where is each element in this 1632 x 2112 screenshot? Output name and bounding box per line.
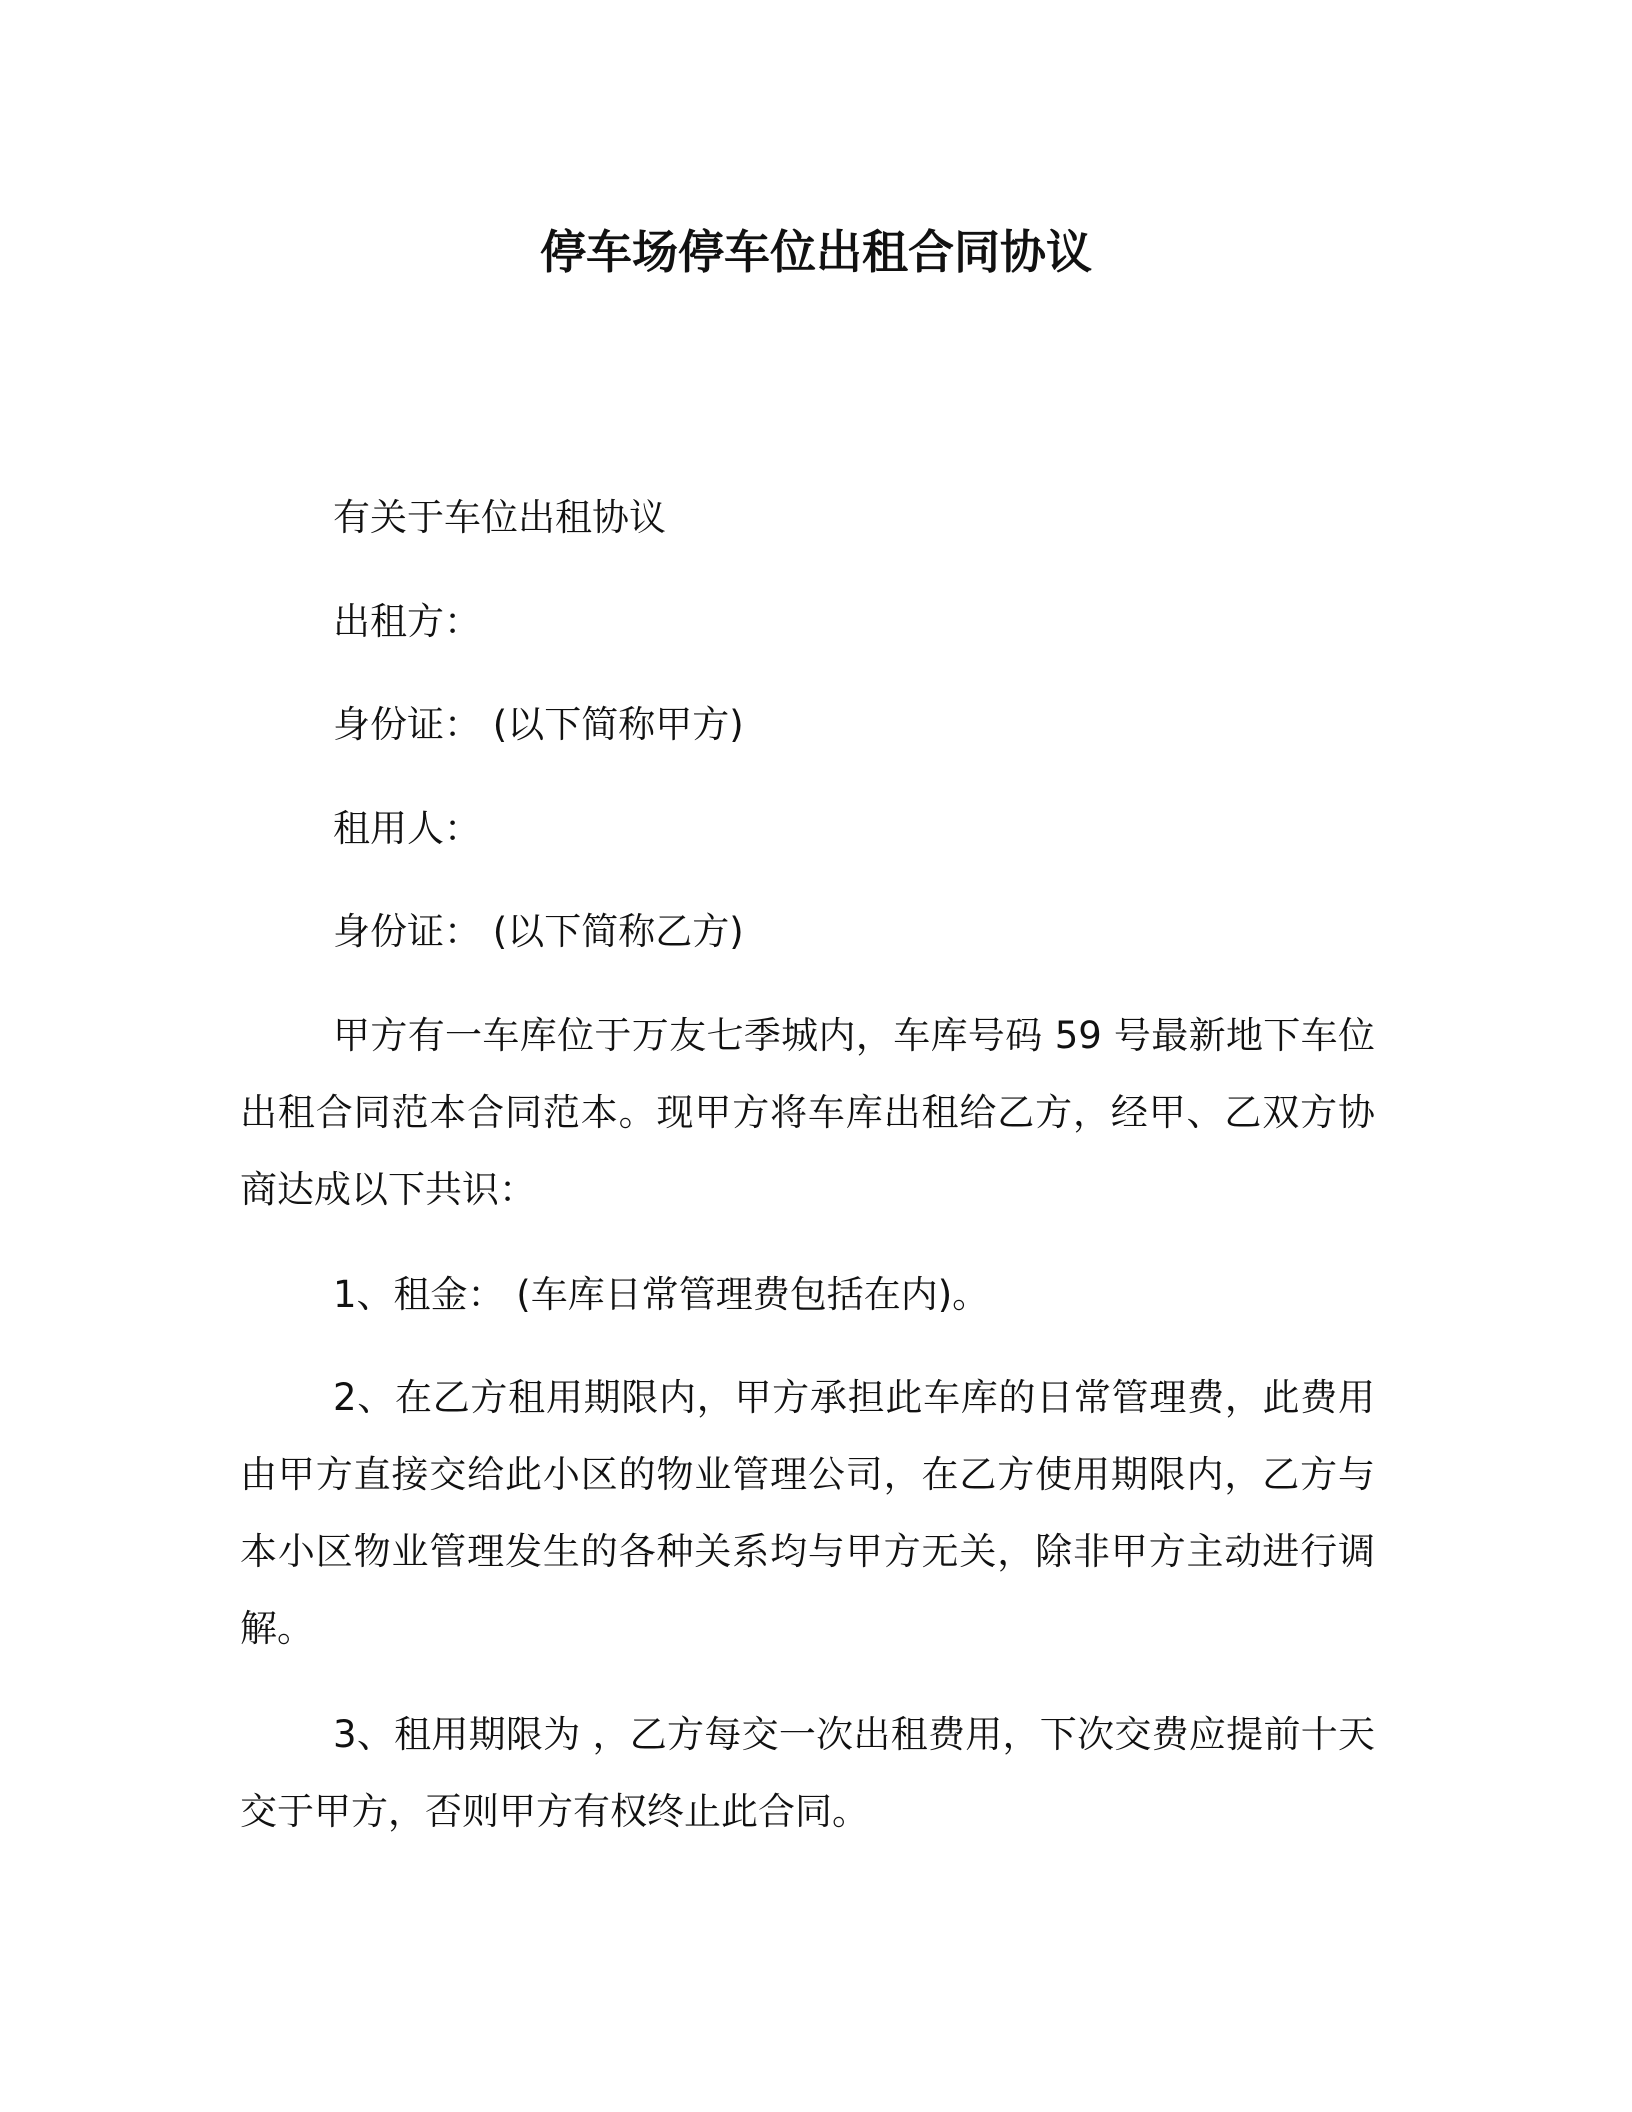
lessor-id-line: 身份证： (以下简称甲方): [333, 703, 744, 746]
lessee-id-line: 身份证： (以下简称乙方): [333, 910, 744, 953]
lessee-line: 租用人：: [333, 807, 481, 850]
lessor-line: 出租方：: [333, 600, 481, 643]
document-title: 停车场停车位出租合同协议: [540, 225, 1092, 279]
clause-3-term: 3、租用期限为 ，乙方每交一次出租费用，下次交费应提前十天交于甲方，否则甲方有权终止此合同。: [240, 1713, 1375, 1833]
agreement-subject-line: 有关于车位出租协议: [333, 496, 666, 539]
intro-paragraph: 甲方有一车库位于万友七季城内，车库号码 59 号最新地下车位出租合同范本合同范本。现甲方将车库出租给乙方，经甲、乙双方协商达成以下共识：: [240, 1014, 1375, 1211]
clause-2-management-fee: 2、在乙方租用期限内，甲方承担此车库的日常管理费，此费用由甲方直接交给此小区的物业管理公司，在乙方使用期限内，乙方与本小区物业管理发生的各种关系均与甲方无关，除非甲方主动进行调解。: [240, 1376, 1375, 1650]
clause-1-rent: 1、租金： (车库日常管理费包括在内)。: [333, 1273, 990, 1316]
